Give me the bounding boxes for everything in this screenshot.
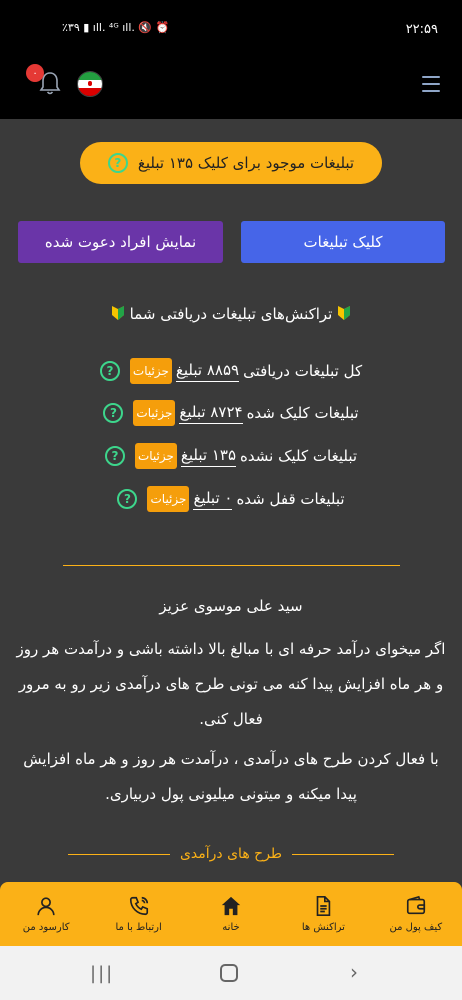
transaction-row-unclicked: [0, 443, 462, 469]
details-button[interactable]: جزئیات: [133, 400, 175, 426]
iran-flag-icon[interactable]: [77, 71, 103, 97]
user-greeting: سید علی موسوی عزیز: [159, 597, 303, 615]
transaction-value: ۸۷۲۴ تبلیغ: [179, 403, 242, 424]
home-system-icon[interactable]: [220, 964, 238, 982]
nav-dashboard-label: کارسود من: [22, 922, 70, 933]
help-icon[interactable]: ?: [108, 153, 128, 173]
nav-contact-label: ارتباط با ما: [115, 922, 162, 933]
bottom-nav: [0, 882, 462, 946]
nav-transactions[interactable]: [277, 882, 369, 946]
app-header: [0, 58, 462, 119]
nav-transactions-label: تراکنش ها: [301, 922, 345, 933]
transactions-title: [0, 305, 462, 323]
info-paragraph-1: اگر میخوای درآمد حرفه ای با مبالغ بالا داشته باشی و درآمدت هر روز و هر ماه افزایش پیدا کنه می تونی طرح های درآمدی زیر رو به مرور فعال کنی.: [16, 640, 446, 728]
transaction-value: ۱۳۵ تبلیغ: [181, 446, 236, 467]
details-button[interactable]: جزئیات: [135, 443, 177, 469]
home-icon: [220, 895, 242, 917]
help-icon[interactable]: ?: [100, 361, 120, 381]
heading-line: [68, 854, 170, 855]
status-icons: ٪۳۹ ▮ ıll. ⁴ᴳ ıll. 🔇 ⏰: [62, 21, 170, 34]
help-icon[interactable]: ?: [105, 446, 125, 466]
transaction-value: ۰ تبلیغ: [193, 489, 232, 510]
help-icon[interactable]: ?: [103, 403, 123, 423]
document-icon: [312, 895, 334, 917]
wallet-icon: [405, 895, 427, 917]
transaction-label: تبلیغات کلیک نشده: [240, 447, 358, 465]
nav-wallet[interactable]: [370, 882, 462, 946]
beginner-badge-icon: [337, 305, 351, 321]
help-icon[interactable]: ?: [117, 489, 137, 509]
nav-home-label: خانه: [222, 922, 240, 933]
nav-home[interactable]: [185, 882, 277, 946]
show-invited-button[interactable]: نمایش افراد دعوت شده: [18, 221, 223, 263]
nav-contact[interactable]: [92, 882, 184, 946]
user-icon: [35, 895, 57, 917]
beginner-badge-icon: [111, 305, 125, 321]
back-chevron-icon[interactable]: ›: [350, 960, 358, 984]
section-divider: [63, 565, 400, 566]
transaction-row-locked: [0, 486, 462, 512]
transaction-label: تبلیغات کلیک شده: [246, 404, 359, 422]
phone-icon: [128, 895, 150, 917]
click-ads-button[interactable]: کلیک تبلیغات: [241, 221, 445, 263]
transaction-value: ۸۸۵۹ تبلیغ: [176, 361, 239, 382]
info-paragraph-2: با فعال کردن طرح های درآمدی ، درآمدت هر روز و هر ماه افزایش پیدا میکنه و میتونی میلیونی پول دربیاری.: [23, 750, 439, 803]
transaction-label: تبلیغات قفل شده: [236, 490, 345, 508]
transaction-label: کل تبلیغات دریافتی: [243, 362, 363, 380]
status-time: ۲۲:۵۹: [405, 22, 438, 37]
plans-heading-text: طرح های درآمدی: [179, 846, 283, 862]
available-ads-text: تبلیغات موجود برای کلیک ۱۳۵ تبلیغ: [137, 154, 355, 172]
nav-dashboard[interactable]: [0, 882, 92, 946]
nav-wallet-label: کیف پول من: [389, 922, 443, 933]
plans-heading: [68, 846, 394, 862]
recents-icon[interactable]: |||: [90, 963, 115, 984]
hamburger-menu-icon[interactable]: [422, 76, 440, 92]
heading-line: [292, 854, 394, 855]
transaction-row-total: [0, 358, 462, 384]
details-button[interactable]: جزئیات: [147, 486, 189, 512]
system-nav-bar: [0, 946, 462, 1000]
notification-badge: ۰: [26, 64, 44, 82]
transactions-title-text: تراکنش‌های تبلیغات دریافتی شما: [129, 305, 333, 323]
details-button[interactable]: جزئیات: [130, 358, 172, 384]
available-ads-banner: [80, 142, 382, 184]
status-bar: [0, 0, 462, 58]
transaction-row-clicked: [0, 400, 462, 426]
